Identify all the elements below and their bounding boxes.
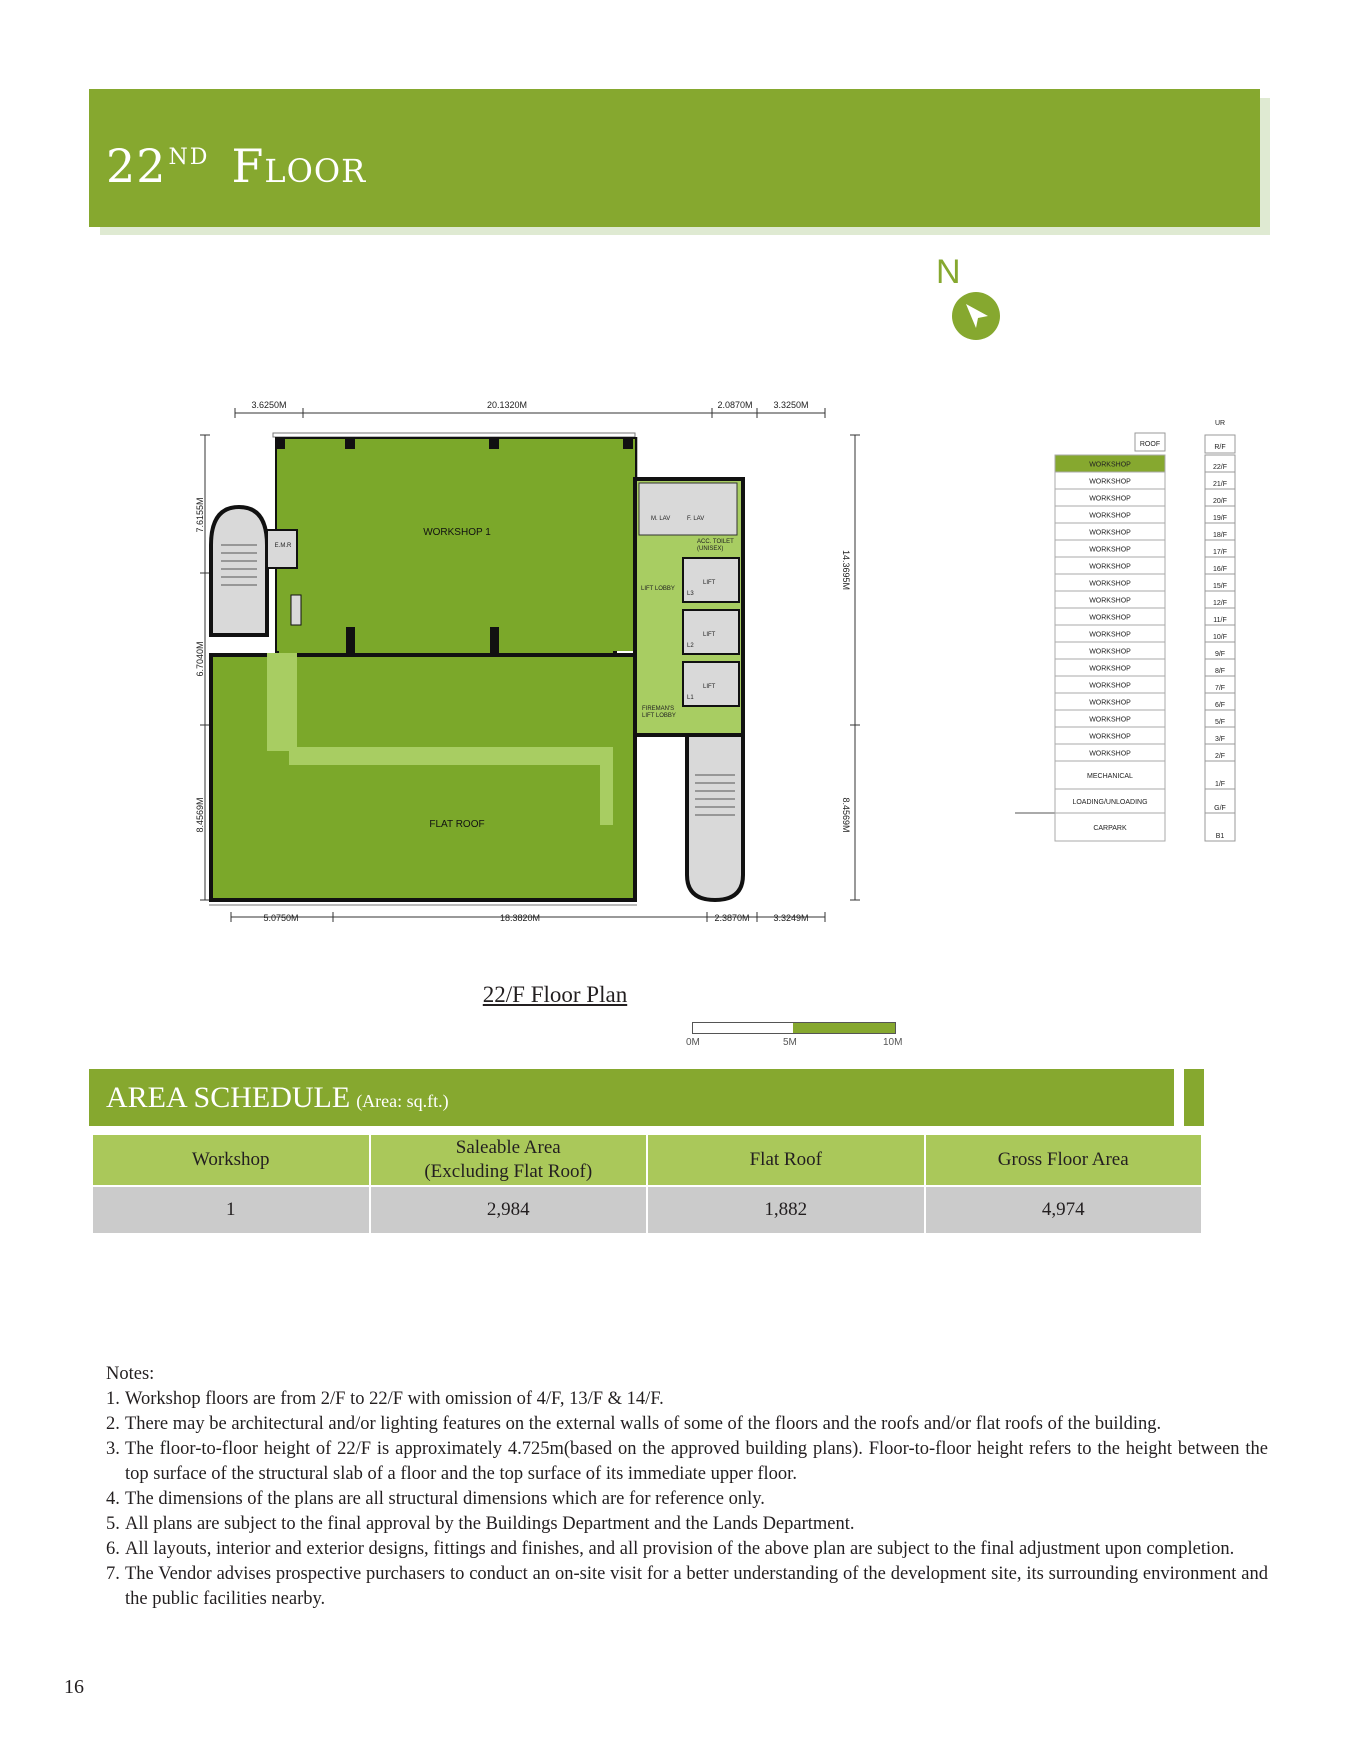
area-schedule-title xyxy=(106,1078,449,1121)
section-floor-label: 5/F xyxy=(1214,719,1226,726)
dim-right-1: 14.3695M xyxy=(841,549,851,591)
m-lav-label: M. LAV xyxy=(651,516,671,522)
page-title xyxy=(106,128,366,196)
section-floor-label: G/F xyxy=(1214,805,1226,812)
note-item: 4. The dimensions of the plans are all structural dimensions which are for reference only. xyxy=(106,1489,765,1509)
section-floor-label: 9/F xyxy=(1214,651,1226,658)
section-floor-label: 6/F xyxy=(1214,702,1226,709)
dim-bottom-2: 18.3820M xyxy=(499,913,541,923)
section-floor-label: 16/F xyxy=(1212,566,1228,573)
section-row-use: LOADING/UNLOADING xyxy=(1072,799,1148,806)
area-schedule-tab xyxy=(1184,1069,1204,1126)
section-row-use: WORKSHOP xyxy=(1089,750,1131,758)
floor-number: 22 xyxy=(106,139,167,193)
section-row-use: CARPARK xyxy=(1093,825,1127,832)
fireman-label-2: LIFT LOBBY xyxy=(642,713,676,719)
note-item: 7. The Vendor advises prospective purchasers to conduct an on-site visit for a better understanding of the development site, its surrounding environment and the public facilities nearby. xyxy=(106,1564,1268,1609)
col-saleable-area-line2: (Excluding Flat Roof) xyxy=(424,1161,593,1182)
emr-room xyxy=(267,530,297,568)
section-roof-label: ROOF xyxy=(1139,441,1161,448)
section-row-use: WORKSHOP xyxy=(1089,580,1131,588)
section-floor-label: 11/F xyxy=(1213,617,1227,624)
section-diagram xyxy=(1015,415,1275,855)
col-saleable-area-line1: Saleable Area xyxy=(455,1137,561,1158)
plan-caption: 22/F Floor Plan xyxy=(482,982,628,1007)
scale-label-5: 5M xyxy=(783,1037,797,1048)
col-workshop: Workshop xyxy=(92,1134,370,1186)
section-rf-label: R/F xyxy=(1214,444,1226,451)
dim-bottom-4: 3.3249M xyxy=(773,913,809,923)
section-row-use: WORKSHOP xyxy=(1089,682,1131,690)
section-floor-label: 20/F xyxy=(1212,498,1228,505)
dim-left-2: 6.7040M xyxy=(195,641,205,677)
dim-top-4: 3.3250M xyxy=(773,400,809,410)
parapet-outline xyxy=(273,433,635,437)
section-floor-label: 21/F xyxy=(1212,481,1228,488)
section-floor-label: 1/F xyxy=(1214,781,1226,788)
notes-heading: Notes: xyxy=(106,1364,155,1384)
section-row-use: WORKSHOP xyxy=(1089,478,1131,486)
section-floor-label: 15/F xyxy=(1212,583,1228,590)
note-item: 2. There may be architectural and/or lighting features on the external walls of some of the floors and the roofs and/or flat roofs of the building. xyxy=(106,1414,1162,1434)
dim-left-1: 7.6155M xyxy=(195,497,205,533)
table-row xyxy=(92,1186,1202,1234)
scale-bar-green xyxy=(793,1023,895,1033)
section-row-use: WORKSHOP xyxy=(1089,495,1131,503)
fireman-label-1: FIREMAN'S xyxy=(642,706,675,712)
section-floor-label: 17/F xyxy=(1212,549,1228,556)
section-row-use: WORKSHOP xyxy=(1089,546,1131,554)
section-floor-label: 19/F xyxy=(1212,515,1228,522)
col-gross-floor-area: Gross Floor Area xyxy=(925,1134,1203,1186)
acc-toilet-unisex-label: (UNISEX) xyxy=(697,546,724,552)
section-row-use: WORKSHOP xyxy=(1089,648,1131,656)
note-item: 3. The floor-to-floor height of 22/F is approximately 4.725m(based on the approved building plans). Floor-to-floor height refers to the height between the top surface of the structural slab of a floor and the top surface of its immediate upper floor. xyxy=(106,1439,1268,1484)
notes xyxy=(106,1362,1268,1612)
dim-bottom-3: 2.3870M xyxy=(714,913,750,923)
floor-suffix: ND xyxy=(168,145,210,170)
note-item: 6. All layouts, interior and exterior designs, fittings and finishes, and all provision of the above plan are subject to the final adjustment upon completion. xyxy=(106,1539,1235,1559)
lift-id-3: L3 xyxy=(687,591,694,597)
lift-label-1: LIFT xyxy=(703,684,716,690)
flat-roof-label: FLAT ROOF xyxy=(429,819,485,830)
section-row-use: WORKSHOP xyxy=(1089,665,1131,673)
area-schedule-table xyxy=(91,1133,1203,1235)
floor-word: Floor xyxy=(231,139,367,193)
notes-list xyxy=(106,1387,1268,1612)
stair-tower-left xyxy=(211,507,267,635)
cell-gross-floor-area: 4,974 xyxy=(925,1186,1203,1234)
section-floor-label: 10/F xyxy=(1212,634,1228,641)
toilets xyxy=(639,483,737,535)
acc-toilet-label: ACC. TOILET xyxy=(697,539,734,545)
cell-workshop: 1 xyxy=(92,1186,370,1234)
dim-right-2: 8.4569M xyxy=(841,797,851,833)
section-row-use: WORKSHOP xyxy=(1089,563,1131,571)
lift-label-3: LIFT xyxy=(703,580,716,586)
section-row-use: WORKSHOP xyxy=(1089,631,1131,639)
section-floor-label: 7/F xyxy=(1214,685,1226,692)
scale-bar-white xyxy=(693,1023,793,1033)
section-floor-label: 22/F xyxy=(1212,464,1228,471)
f-lav-label: F. LAV xyxy=(687,516,705,522)
note-item: 1. Workshop floors are from 2/F to 22/F with omission of 4/F, 13/F & 14/F. xyxy=(106,1389,664,1409)
section-row-use: WORKSHOP xyxy=(1089,597,1131,605)
north-arrow-icon xyxy=(952,292,1000,340)
section-row-use: MECHANICAL xyxy=(1087,773,1133,780)
table-header-row xyxy=(92,1134,1202,1186)
dim-bottom-1: 5.0750M xyxy=(263,913,299,923)
dim-left-3: 8.4569M xyxy=(195,797,205,833)
section-row-use: WORKSHOP xyxy=(1089,716,1131,724)
workshop-label: WORKSHOP 1 xyxy=(423,527,491,538)
section-row-use: WORKSHOP xyxy=(1089,461,1131,469)
floor-plan xyxy=(195,395,865,935)
dim-top-2: 20.1320M xyxy=(486,400,528,410)
section-row-use: WORKSHOP xyxy=(1089,529,1131,537)
emr-label: E.M.R xyxy=(274,543,292,549)
cell-saleable-area: 2,984 xyxy=(370,1186,648,1234)
page-number: 16 xyxy=(64,1676,84,1698)
dim-top-3: 2.0870M xyxy=(717,400,753,410)
section-floor-label: 3/F xyxy=(1214,736,1226,743)
cell-flat-roof: 1,882 xyxy=(647,1186,925,1234)
section-top-label: UR xyxy=(1214,420,1226,427)
scale-label-10: 10M xyxy=(883,1037,903,1048)
section-floor-label: 8/F xyxy=(1214,668,1226,675)
col-saleable-area xyxy=(370,1134,648,1186)
section-row-use: WORKSHOP xyxy=(1089,512,1131,520)
lift-lobby-label: LIFT LOBBY xyxy=(641,586,675,592)
section-floor-label: 12/F xyxy=(1212,600,1228,607)
section-row-use: WORKSHOP xyxy=(1089,614,1131,622)
section-row-use: WORKSHOP xyxy=(1089,699,1131,707)
col-flat-roof: Flat Roof xyxy=(647,1134,925,1186)
section-row-use: WORKSHOP xyxy=(1089,733,1131,741)
stair-tower-right xyxy=(687,735,743,900)
scale-bar xyxy=(692,1022,896,1034)
area-schedule-heading: AREA SCHEDULE xyxy=(106,1081,351,1114)
section-floor-label: 2/F xyxy=(1214,753,1226,760)
section-floor-label: B1 xyxy=(1215,833,1225,840)
scale-label-0: 0M xyxy=(686,1037,700,1048)
note-item: 5. All plans are subject to the final approval by the Buildings Department and the Lands Department. xyxy=(106,1514,855,1534)
lift-id-2: L2 xyxy=(687,643,694,649)
dim-top-1: 3.6250M xyxy=(251,400,287,410)
lift-id-1: L1 xyxy=(687,695,694,701)
area-schedule-unit: (Area: sq.ft.) xyxy=(356,1091,449,1111)
lift-label-2: LIFT xyxy=(703,632,716,638)
north-label: N xyxy=(936,253,961,291)
section-floor-label: 18/F xyxy=(1212,532,1228,539)
